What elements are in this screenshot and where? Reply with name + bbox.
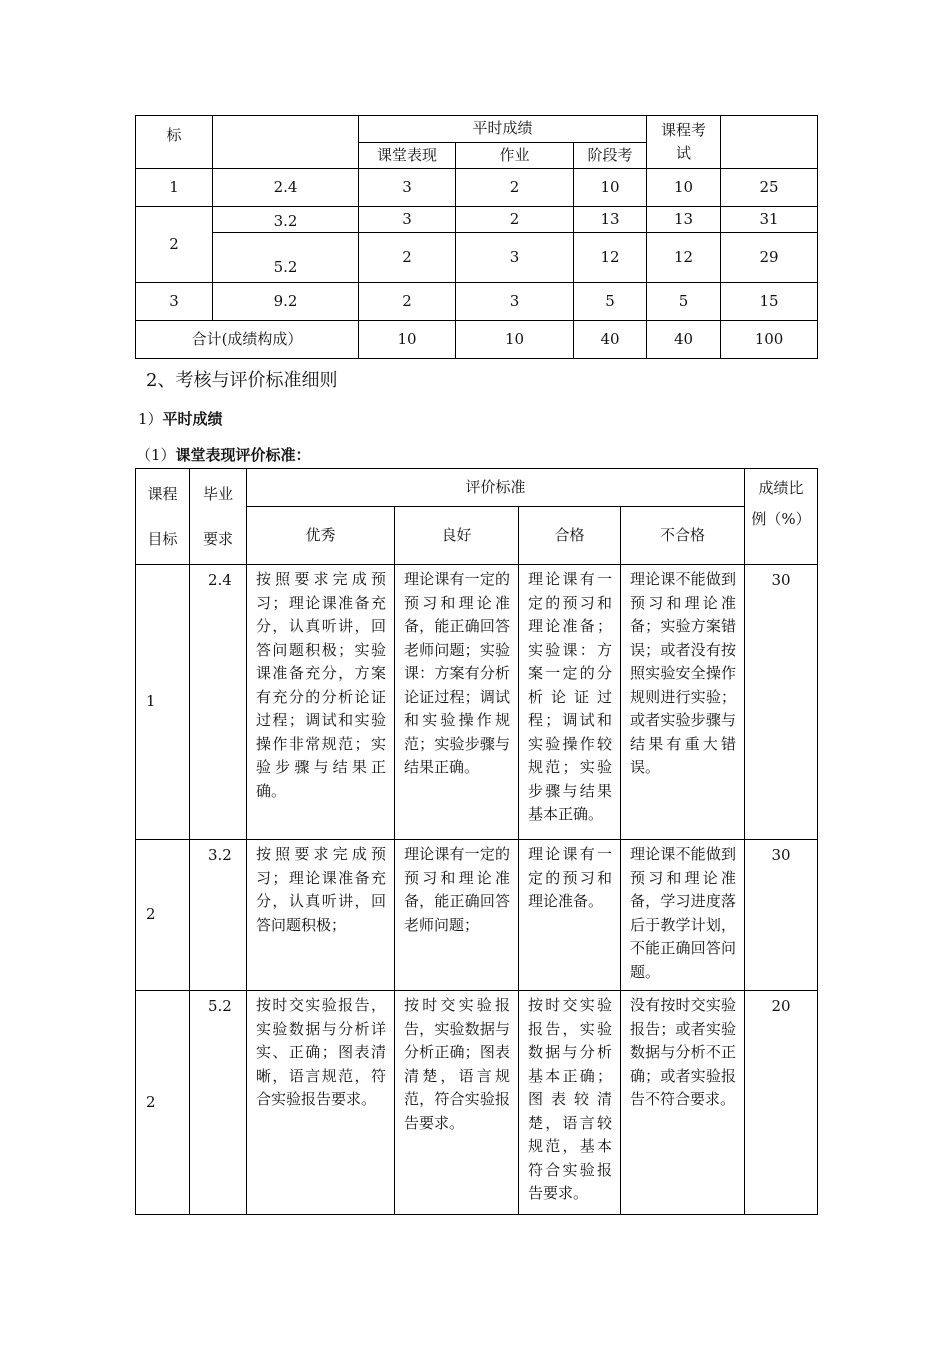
header-total — [721, 116, 818, 169]
header-criteria: 评价标准 — [247, 469, 745, 507]
header-stage-exam: 阶段考 — [574, 143, 647, 169]
header-fail: 不合格 — [621, 507, 745, 565]
header-excellent: 优秀 — [247, 507, 395, 565]
header-requirement — [213, 116, 359, 169]
table-row: 1 2.4 3 2 10 10 25 — [136, 169, 818, 207]
table-row: 2 3.2 3 2 13 13 31 — [136, 207, 818, 233]
table-row: 2 3.2 按照要求完成预习；理论课准备充分，认真听讲，回答问题积极； 理论课有一定的预习和理论准备，能正确回答老师问题； 理论课有一定的预习和理论准备。 理论课不能做到预习和理论准备，学习进度落后于教学计划，不能正确回答问题。 30 — [136, 840, 818, 991]
total-row: 合计(成绩构成） 10 10 40 40 100 — [136, 321, 818, 359]
header-course-objective: 标 — [136, 116, 213, 169]
total-label: 合计(成绩构成） — [136, 321, 359, 359]
header-good: 良好 — [395, 507, 519, 565]
table-row: 1 2.4 按照要求完成预习；理论课准备充分，认真听讲，回答问题积极；实验课准备充分，方案有充分的分析论证过程；调试和实验操作非常规范；实验步骤与结果正确。 理论课有一定的预习和理论准备，能正确回答老师问题；实验课：方案有分析论证过程；调试和实验操作规范；实验步骤与结果正确。 理论课有一定的预习和理论准备；实验课：方案一定的分析论证过程；调试和实验操作较规范；实验步骤与结果基本正确。 理论课不能做到预习和理论准备；实验方案错误；或者没有按照实验安全操作规则进行实验；或者实验步骤与结果有重大错误。 30 — [136, 565, 818, 840]
section-heading: 2、考核与评价标准细则 — [146, 370, 338, 391]
table-row: 3 9.2 2 3 5 5 15 — [136, 283, 818, 321]
table-row: 5.2 2 3 12 12 29 — [136, 233, 818, 283]
score-composition-table — [135, 115, 818, 359]
header-class-performance: 课堂表现 — [359, 143, 456, 169]
header-score-ratio: 成绩比 例（%） — [745, 469, 818, 565]
header-regular-score: 平时成绩 — [359, 116, 647, 143]
table-row: 2 5.2 按时交实验报告，实验数据与分析详实、正确；图表清晰，语言规范，符合实验报告要求。 按时交实验报告，实验数据与分析正确；图表清楚，语言规范，符合实验报告要求。 按时交实验报告，实验数据与分析基本正确；图表较清楚，语言较规范，基本符合实验报告要求。 没有按时交实验报告；或者实验数据与分析不正确；或者实验报告不符合要求。 20 — [136, 991, 818, 1215]
header-course-exam: 课程考 试 — [647, 116, 721, 169]
header-pass: 合格 — [519, 507, 621, 565]
header-graduation-requirement: 毕业 要求 — [190, 469, 247, 565]
header-course-objective: 课程 目标 — [136, 469, 190, 565]
subsection-title: 1）平时成绩 — [138, 410, 223, 428]
class-performance-criteria-table — [135, 468, 818, 1215]
subsubsection-title: （1）课堂表现评价标准： — [136, 446, 311, 464]
header-homework: 作业 — [456, 143, 574, 169]
